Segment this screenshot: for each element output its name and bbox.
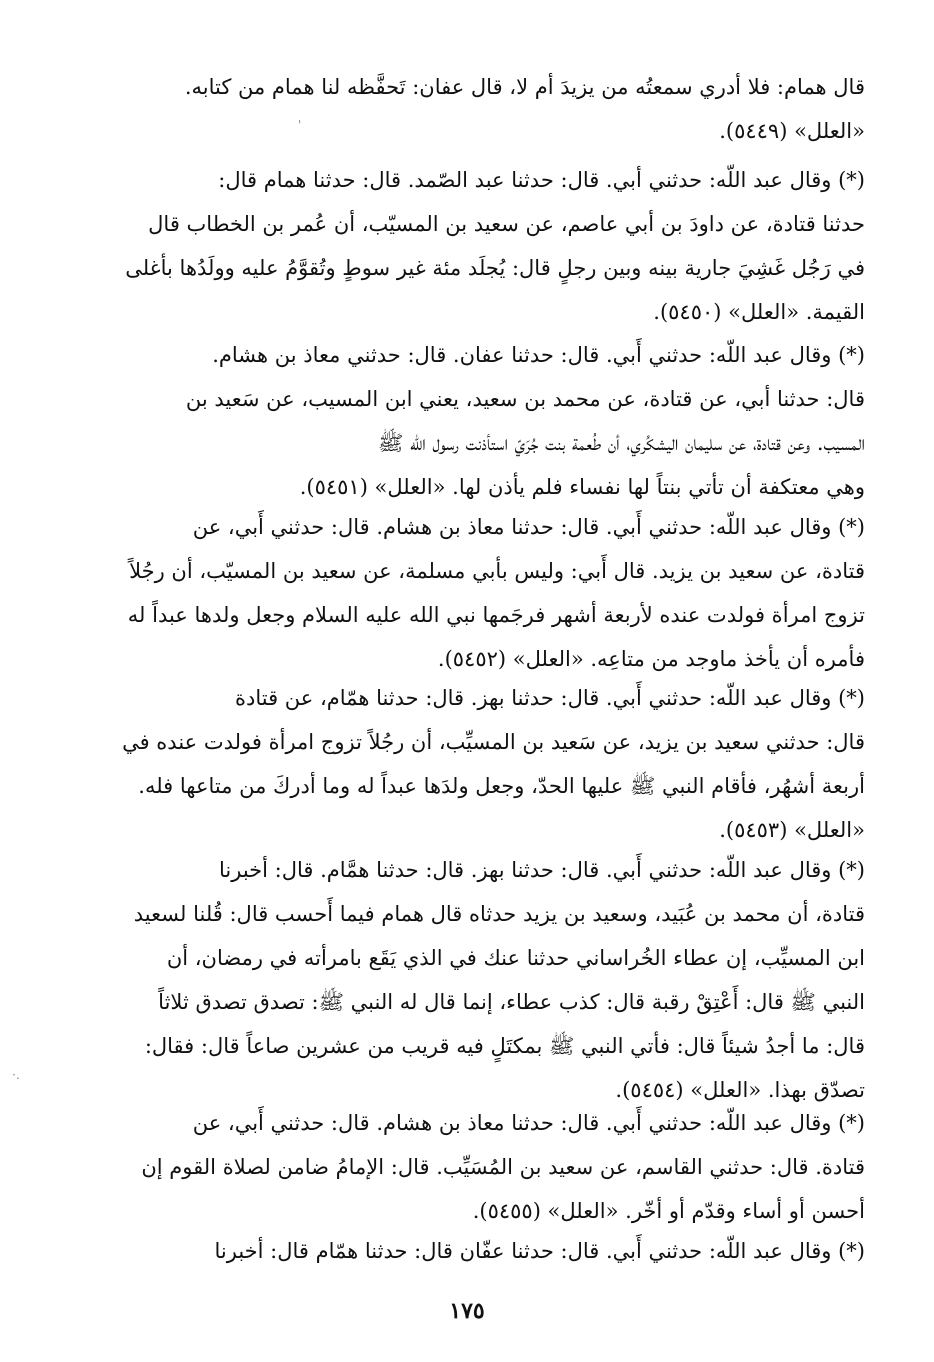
text-line: «العلل» (٥٤٤٩).: [719, 119, 865, 143]
text-line: تصدّق بهذا. «العلل» (٥٤٥٤).: [615, 1078, 865, 1102]
text-line: النبي ﷺ قال: أَعْتِقْ رقبة قال: كذب عطاء، إنما قال له النبي ﷺ: تصدق تصدق ثلاثاً: [158, 990, 865, 1014]
text-line: حدثنا قتادة، عن داودَ بن أبي عاصم، عن سعيد بن المسيّب، أن عُمر بن الخطاب قال: [148, 212, 865, 236]
text-line: فأمره أن يأخذ ماوجد من متاعِه. «العلل» (٥٤٥٢).: [437, 647, 865, 671]
paragraph-5455: [80, 1101, 865, 1233]
text-line: «العلل» (٥٤٥٣).: [719, 818, 865, 842]
paragraph-5453: [80, 676, 865, 852]
page-number: ١٧٥: [449, 1298, 485, 1324]
text-line: قتادة، عن سعيد بن يزيد. قال أَبي: وليس بأبي مسلمة، عن سعيد بن المسيّب، أن رجُلاً: [129, 559, 865, 583]
text-line: (*) وقال عبد اللّه: حدثني أَبي. قال: حدثنا بهز. قال: حدثنا همَّام. قال: أخبرنا: [219, 858, 865, 882]
text-line: القيمة. «العلل» (٥٤٥٠).: [653, 300, 865, 324]
text-line: قال همام: فلا أدري سمعتُه من يزيدَ أم لا، قال عفان: تَحفَّظه لنا همام من كتابه.: [184, 75, 865, 99]
text-line: قتادة. قال: حدثني القاسم، عن سعيد بن المُسَيِّب. قال: الإمامُ ضامن لصلاة القوم إن: [141, 1155, 865, 1179]
text-line: قال: حدثني سعيد بن يزيد، عن سَعيد بن المسيِّب، أن رجُلاً تزوج امرأة فولدت عنده في: [122, 730, 865, 754]
text-line: أربعة أشهُر، فأقام النبي ﷺ عليها الحدّ، وجعل ولدَها عبداً له وما أدركَ من متاعها فله.: [138, 774, 865, 798]
text-line: ابن المسيِّب، إن عطاء الخُراساني حدثنا عنك في الذي يَقَع بامرأته في رمضان، أن: [166, 946, 865, 970]
text-line: (*) وقال عبد اللّه: حدثني أبي. قال: حدثنا عبد الصّمد. قال: حدثنا همام قال:: [218, 168, 865, 192]
text-line: المسيب. وعن قتادة، عن سليمان اليشكُري، أن طُعمة بنت جُرَيّ استأذنت رسول الله ﷺ: [378, 431, 865, 455]
text-line: قال: حدثنا أبي، عن قتادة، عن محمد بن سعيد، يعني ابن المسيب، عن سَعيد بن: [185, 387, 865, 411]
text-line: في رَجُل غَشِيَ جارية بينه وبين رجلٍ قال: يُجلَد مئة غير سوطٍ وتُقوَّمُ عليه وولَدُها بأغلى: [125, 256, 865, 280]
paragraph-next: [80, 1229, 865, 1273]
scan-mark: ·.: [12, 1068, 20, 1082]
text-line: (*) وقال عبد اللّه: حدثني أَبي. قال: حدثنا عفّان قال: حدثنا همّام قال: أخبرنا: [214, 1239, 865, 1263]
paragraph-5450: [80, 158, 865, 334]
scan-mark: ': [298, 118, 302, 132]
text-line: (*) وقال عبد اللّه: حدثني أَبي. قال: حدثنا عفان. قال: حدثني معاذ بن هشام.: [212, 343, 865, 367]
text-line: (*) وقال عبد اللّه: حدثني أَبي. قال: حدثنا معاذ بن هشام. قال: حدثني أَبي، عن: [192, 1111, 865, 1135]
paragraph-5454: [80, 848, 865, 1112]
text-line: (*) وقال عبد اللّه: حدثني أَبي. قال: حدثنا معاذ بن هشام. قال: حدثني أَبي، عن: [192, 515, 865, 539]
paragraph-5449: [80, 65, 865, 153]
paragraph-5452: [80, 505, 865, 681]
text-line: أحسن أو أساء وقدّم أو أخّر. «العلل» (٥٤٥٥).: [472, 1199, 865, 1223]
text-line: تزوج امرأة فولدت عنده لأربعة أشهر فرجَمها نبي الله عليه السلام وجعل ولدها عبداً له: [127, 603, 865, 627]
text-line: قتادة، أن محمد بن عُبَيد، وسعيد بن يزيد حدثاه قال همام فيما أَحسب قال: قُلنا لسعيد: [133, 902, 865, 926]
paragraph-5451: [80, 333, 865, 509]
text-line: وهي معتكفة أن تأتي بنتاً لها نفساء فلم يأذن لها. «العلل» (٥٤٥١).: [299, 475, 865, 499]
text-line: (*) وقال عبد اللّه: حدثني أَبي. قال: حدثنا بهز. قال: حدثنا همّام، عن قتادة: [235, 686, 865, 710]
text-line: قال: ما أجدُ شيئاً قال: فأتي النبي ﷺ بمكتَلٍ فيه قريب من عشرين صاعاً قال: فقال:: [144, 1034, 865, 1058]
